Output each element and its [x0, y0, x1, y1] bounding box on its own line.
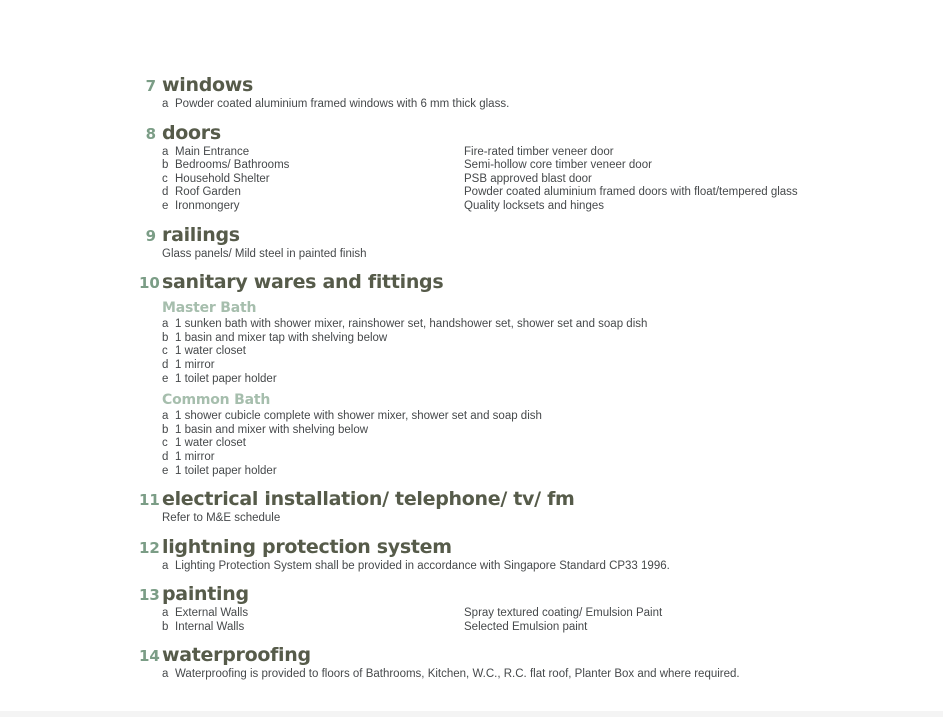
row-letter: a [162, 410, 169, 423]
spec-row [139, 345, 919, 359]
spec-row [139, 186, 919, 200]
section-number: 12 [139, 538, 160, 557]
section-number: 9 [145, 226, 156, 245]
row-value: Fire-rated timber veneer door [464, 145, 614, 158]
specifications-list [139, 74, 919, 692]
row-text: Bedrooms/ Bathrooms [175, 159, 290, 172]
spec-row [139, 668, 919, 682]
subgroup-heading: Common Bath [162, 392, 271, 409]
spec-row [139, 424, 919, 438]
section-title: waterproofing [162, 644, 311, 667]
row-text: 1 toilet paper holder [175, 464, 277, 477]
spec-section [139, 224, 919, 262]
spec-row [139, 159, 919, 173]
row-value: Semi-hollow core timber veneer door [464, 159, 652, 172]
section-number: 7 [145, 77, 156, 95]
row-text: 1 basin and mixer with shelving below [175, 423, 369, 436]
row-text: Household Shelter [175, 172, 270, 185]
spec-row [139, 146, 919, 160]
row-text: 1 toilet paper holder [175, 372, 277, 385]
spec-row [139, 173, 919, 187]
spec-section [139, 271, 919, 478]
row-text: 1 mirror [175, 358, 215, 371]
row-text: External Walls [175, 607, 249, 620]
section-heading [139, 74, 919, 97]
section-heading [139, 583, 919, 606]
spec-row [139, 621, 919, 635]
section-number: 10 [139, 274, 160, 293]
row-letter: d [162, 186, 169, 199]
row-letter: b [162, 331, 169, 344]
spec-section [139, 644, 919, 682]
row-text: 1 water closet [175, 437, 246, 450]
spec-row [139, 373, 919, 387]
row-text: Refer to M&E schedule [162, 512, 281, 525]
spec-row [139, 607, 919, 621]
row-value: Spray textured coating/ Emulsion Paint [464, 607, 663, 620]
row-text: Main Entrance [175, 145, 250, 158]
row-group [139, 560, 919, 574]
spec-row [139, 200, 919, 214]
spec-row [139, 410, 919, 424]
row-letter: c [162, 437, 168, 450]
row-letter: e [162, 464, 169, 477]
spec-row [139, 465, 919, 479]
row-text: Glass panels/ Mild steel in painted finish [162, 247, 367, 260]
row-value: PSB approved blast door [464, 172, 592, 185]
spec-row [139, 248, 919, 262]
row-value: Powder coated aluminium framed doors with float/tempered glass [464, 186, 798, 199]
section-heading [139, 644, 919, 667]
row-letter: e [162, 199, 169, 212]
row-group [139, 668, 919, 682]
spec-row [139, 512, 919, 526]
row-group [139, 607, 919, 634]
row-text: Waterproofing is provided to floors of Bathrooms, Kitchen, W.C., R.C. flat roof, Planter Box and where required. [175, 668, 740, 681]
section-title: sanitary wares and fittings [162, 271, 444, 294]
section-title: windows [162, 74, 254, 96]
row-group [139, 318, 919, 386]
spec-section [139, 74, 919, 112]
row-letter: a [162, 145, 169, 158]
spec-section [139, 488, 919, 526]
row-text: 1 basin and mixer tap with shelving below [175, 331, 388, 344]
row-letter: b [162, 620, 169, 633]
section-number: 14 [139, 647, 160, 666]
section-heading [139, 488, 919, 511]
row-letter: d [162, 358, 169, 371]
spec-row [139, 359, 919, 373]
section-heading [139, 224, 919, 247]
row-text: Lighting Protection System shall be provided in accordance with Singapore Standard CP33 1996. [175, 559, 670, 572]
row-group [139, 248, 919, 262]
row-group [139, 410, 919, 478]
row-letter: a [162, 668, 169, 681]
row-group [139, 98, 919, 112]
spec-section [139, 122, 919, 214]
section-title: lightning protection system [162, 535, 452, 558]
row-letter: a [162, 98, 169, 110]
spec-row [139, 332, 919, 346]
row-group [139, 146, 919, 214]
row-letter: e [162, 372, 169, 385]
section-title: railings [162, 223, 240, 246]
spec-row [139, 98, 919, 112]
bath-subgroup [139, 393, 919, 478]
row-letter: b [162, 423, 169, 436]
row-text: 1 sunken bath with shower mixer, rainshower set, handshower set, shower set and soap dish [175, 318, 648, 331]
section-number: 13 [139, 586, 160, 605]
row-letter: c [162, 172, 168, 185]
section-heading [139, 271, 919, 294]
section-number: 8 [145, 124, 156, 143]
spec-section [139, 583, 919, 634]
row-letter: b [162, 159, 169, 172]
spec-row [139, 451, 919, 465]
spec-section [139, 536, 919, 574]
section-heading [139, 536, 919, 559]
row-value: Quality locksets and hinges [464, 199, 604, 212]
spec-row [139, 437, 919, 451]
section-title: electrical installation/ telephone/ tv/ fm [162, 488, 575, 511]
row-text: 1 shower cubicle complete with shower mixer, shower set and soap dish [175, 410, 542, 423]
row-letter: c [162, 345, 168, 358]
spec-row [139, 560, 919, 574]
row-letter: a [162, 607, 169, 620]
row-letter: d [162, 450, 169, 463]
subgroup-heading: Master Bath [162, 300, 257, 317]
row-text: Internal Walls [175, 620, 245, 633]
row-group [139, 512, 919, 526]
row-text: Roof Garden [175, 186, 241, 199]
row-text: 1 mirror [175, 450, 215, 463]
row-text: Powder coated aluminium framed windows with 6 mm thick glass. [175, 98, 510, 110]
row-value: Selected Emulsion paint [464, 620, 588, 633]
bath-subgroup [139, 301, 919, 386]
section-heading [139, 122, 919, 145]
row-text: Ironmongery [175, 199, 240, 212]
row-letter: a [162, 318, 169, 331]
row-text: 1 water closet [175, 345, 246, 358]
section-title: doors [162, 121, 221, 144]
row-letter: a [162, 559, 169, 572]
spec-row [139, 318, 919, 332]
section-title: painting [162, 583, 249, 606]
section-number: 11 [139, 491, 160, 510]
